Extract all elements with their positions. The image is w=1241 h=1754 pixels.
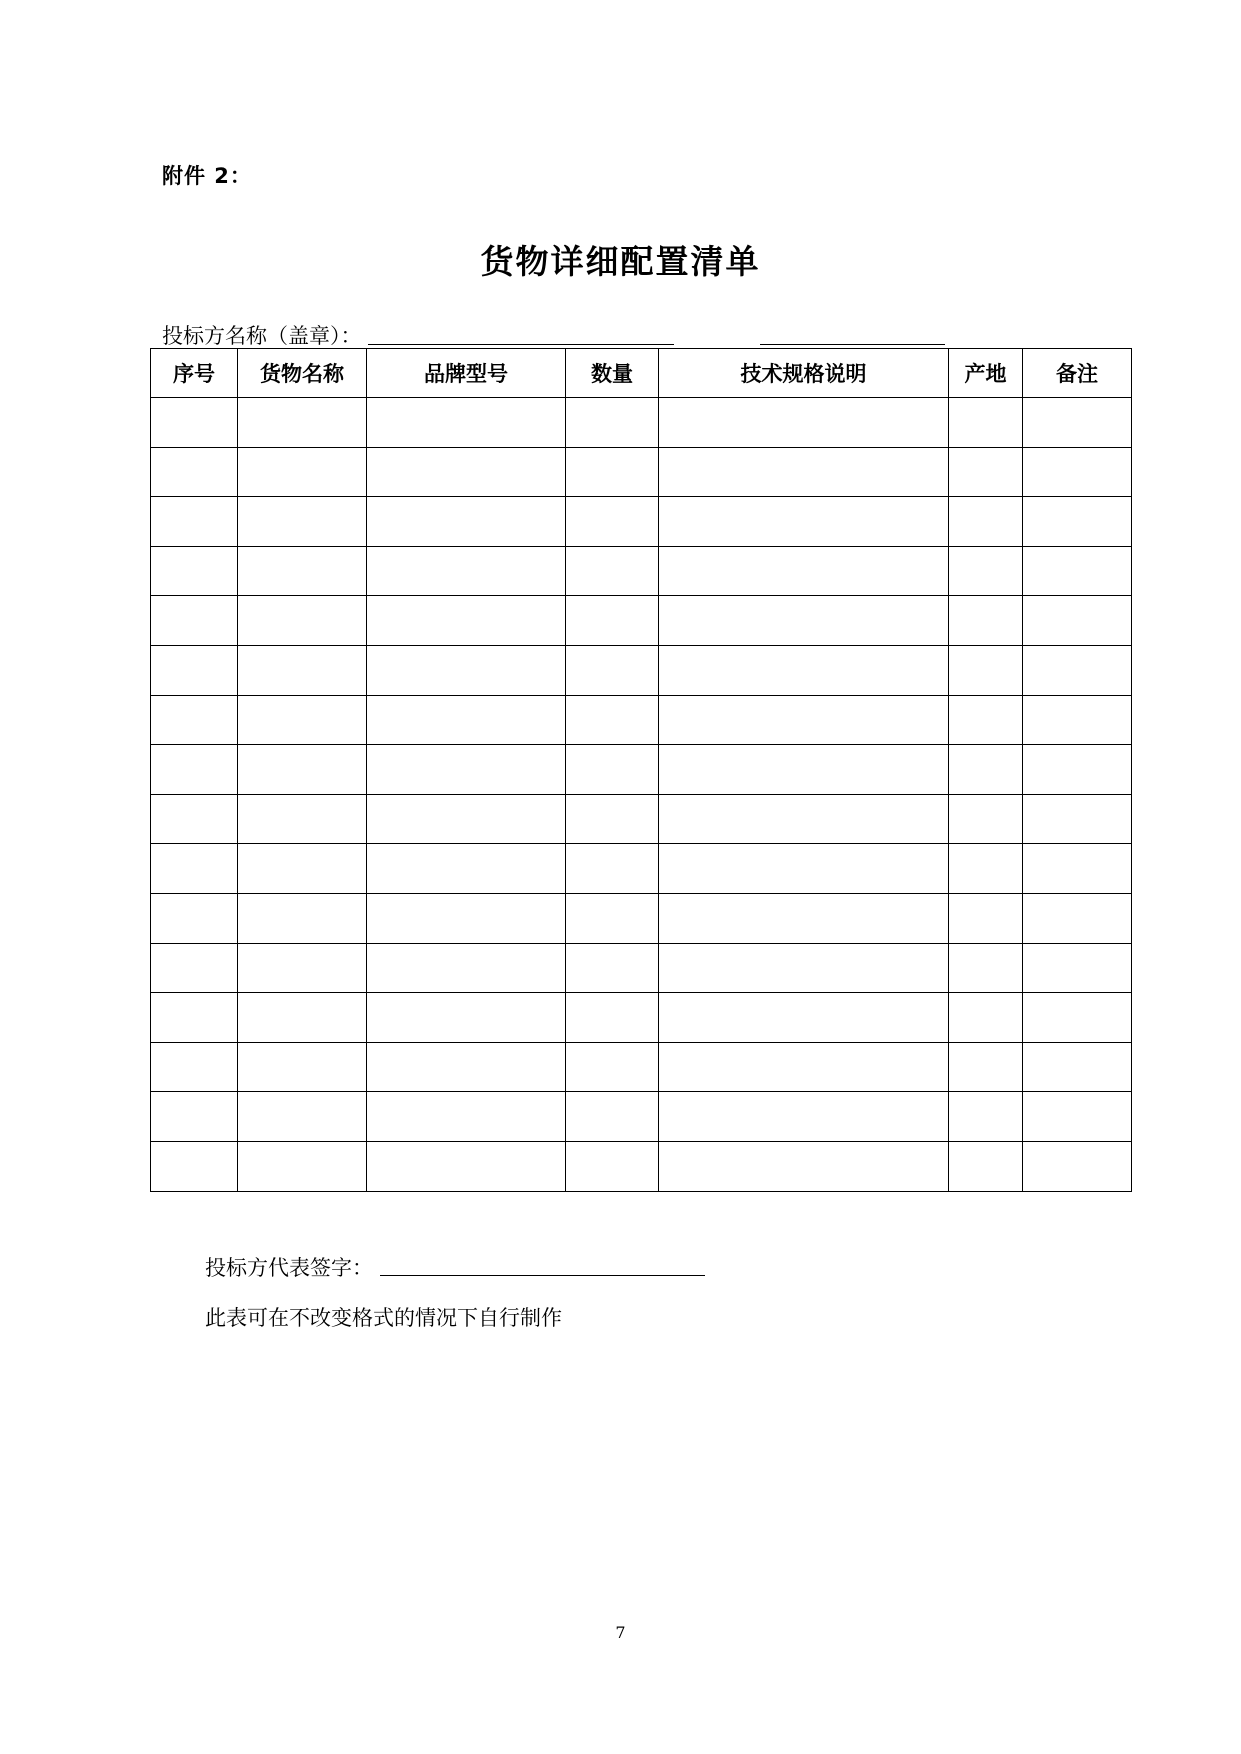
table-cell-quantity[interactable] [566, 1042, 659, 1092]
table-cell-goods-name[interactable] [238, 695, 367, 745]
table-cell-serial[interactable] [151, 1042, 238, 1092]
table-cell-remarks[interactable] [1023, 794, 1132, 844]
table-cell-tech-spec[interactable] [659, 546, 949, 596]
table-cell-serial[interactable] [151, 695, 238, 745]
table-cell-goods-name[interactable] [238, 745, 367, 795]
table-cell-quantity[interactable] [566, 1092, 659, 1142]
table-cell-quantity[interactable] [566, 546, 659, 596]
table-cell-remarks[interactable] [1023, 993, 1132, 1043]
table-cell-origin[interactable] [949, 844, 1023, 894]
table-cell-brand-model[interactable] [367, 1042, 566, 1092]
table-cell-serial[interactable] [151, 497, 238, 547]
table-cell-serial[interactable] [151, 546, 238, 596]
table-cell-remarks[interactable] [1023, 1092, 1132, 1142]
attachment-label: 附件 2： [162, 164, 252, 188]
table-cell-origin[interactable] [949, 398, 1023, 448]
table-cell-quantity[interactable] [566, 645, 659, 695]
table-cell-remarks[interactable] [1023, 596, 1132, 646]
table-cell-serial[interactable] [151, 447, 238, 497]
table-cell-origin[interactable] [949, 1141, 1023, 1191]
table-cell-brand-model[interactable] [367, 794, 566, 844]
table-cell-quantity[interactable] [566, 497, 659, 547]
table-cell-quantity[interactable] [566, 398, 659, 448]
table-cell-quantity[interactable] [566, 794, 659, 844]
table-cell-goods-name[interactable] [238, 546, 367, 596]
column-header-origin: 产地 [949, 349, 1023, 398]
table-cell-quantity[interactable] [566, 993, 659, 1043]
table-cell-origin[interactable] [949, 993, 1023, 1043]
table-cell-tech-spec[interactable] [659, 943, 949, 993]
table-row [151, 1141, 1132, 1191]
table-cell-serial[interactable] [151, 596, 238, 646]
representative-signature-label: 投标方代表签字： [205, 1256, 373, 1280]
table-cell-brand-model[interactable] [367, 497, 566, 547]
table-cell-origin[interactable] [949, 546, 1023, 596]
table-cell-brand-model[interactable] [367, 447, 566, 497]
table-cell-goods-name[interactable] [238, 893, 367, 943]
table-cell-goods-name[interactable] [238, 943, 367, 993]
table-cell-goods-name[interactable] [238, 497, 367, 547]
table-cell-tech-spec[interactable] [659, 596, 949, 646]
table-cell-tech-spec[interactable] [659, 893, 949, 943]
table-cell-serial[interactable] [151, 844, 238, 894]
table-cell-origin[interactable] [949, 745, 1023, 795]
table-cell-tech-spec[interactable] [659, 398, 949, 448]
table-cell-origin[interactable] [949, 893, 1023, 943]
table-row [151, 497, 1132, 547]
bidder-name-field[interactable] [368, 344, 674, 345]
table-cell-serial[interactable] [151, 645, 238, 695]
table-cell-brand-model[interactable] [367, 596, 566, 646]
table-cell-goods-name[interactable] [238, 398, 367, 448]
table-cell-quantity[interactable] [566, 596, 659, 646]
table-row [151, 794, 1132, 844]
table-row [151, 1042, 1132, 1092]
table-cell-origin[interactable] [949, 447, 1023, 497]
configuration-table [150, 348, 1132, 1192]
table-cell-tech-spec[interactable] [659, 993, 949, 1043]
table-cell-remarks[interactable] [1023, 546, 1132, 596]
table-cell-serial[interactable] [151, 1141, 238, 1191]
bidder-name-extra-field[interactable] [760, 344, 945, 345]
representative-signature-field[interactable] [380, 1275, 705, 1276]
table-row [151, 993, 1132, 1043]
table-cell-goods-name[interactable] [238, 1042, 367, 1092]
table-row [151, 844, 1132, 894]
table-cell-tech-spec[interactable] [659, 497, 949, 547]
table-cell-brand-model[interactable] [367, 398, 566, 448]
table-cell-brand-model[interactable] [367, 546, 566, 596]
table-cell-tech-spec[interactable] [659, 1092, 949, 1142]
table-cell-serial[interactable] [151, 745, 238, 795]
table-row [151, 596, 1132, 646]
table-cell-brand-model[interactable] [367, 943, 566, 993]
page-number: 7 [615, 1623, 626, 1642]
page-title: 货物详细配置清单 [480, 242, 761, 281]
table-cell-remarks[interactable] [1023, 695, 1132, 745]
table-row [151, 398, 1132, 448]
table-cell-serial[interactable] [151, 794, 238, 844]
table-row [151, 943, 1132, 993]
table-cell-remarks[interactable] [1023, 645, 1132, 695]
table-cell-serial[interactable] [151, 993, 238, 1043]
table-cell-remarks[interactable] [1023, 447, 1132, 497]
table-row [151, 546, 1132, 596]
table-cell-tech-spec[interactable] [659, 745, 949, 795]
table-cell-goods-name[interactable] [238, 596, 367, 646]
table-cell-tech-spec[interactable] [659, 695, 949, 745]
table-cell-remarks[interactable] [1023, 844, 1132, 894]
table-cell-quantity[interactable] [566, 1141, 659, 1191]
table-cell-tech-spec[interactable] [659, 447, 949, 497]
table-cell-goods-name[interactable] [238, 844, 367, 894]
column-header-brand-model: 品牌型号 [367, 349, 566, 398]
bidder-name-label: 投标方名称（盖章）： [162, 324, 362, 348]
table-header-row [151, 349, 1132, 398]
table-cell-brand-model[interactable] [367, 745, 566, 795]
table-cell-goods-name[interactable] [238, 993, 367, 1043]
table-cell-serial[interactable] [151, 398, 238, 448]
column-header-serial: 序号 [151, 349, 238, 398]
table-cell-origin[interactable] [949, 596, 1023, 646]
table-cell-origin[interactable] [949, 1092, 1023, 1142]
table-body [151, 398, 1132, 1192]
table-cell-brand-model[interactable] [367, 993, 566, 1043]
table-cell-brand-model[interactable] [367, 1092, 566, 1142]
table-cell-goods-name[interactable] [238, 1092, 367, 1142]
table-cell-quantity[interactable] [566, 844, 659, 894]
table-cell-brand-model[interactable] [367, 695, 566, 745]
table-cell-brand-model[interactable] [367, 893, 566, 943]
table-cell-quantity[interactable] [566, 447, 659, 497]
table-cell-remarks[interactable] [1023, 893, 1132, 943]
table-cell-tech-spec[interactable] [659, 1042, 949, 1092]
column-header-quantity: 数量 [566, 349, 659, 398]
format-note: 此表可在不改变格式的情况下自行制作 [205, 1306, 562, 1330]
table-row [151, 695, 1132, 745]
table-cell-quantity[interactable] [566, 943, 659, 993]
table-row [151, 1092, 1132, 1142]
table-cell-origin[interactable] [949, 695, 1023, 745]
table-cell-quantity[interactable] [566, 695, 659, 745]
table-cell-origin[interactable] [949, 943, 1023, 993]
table-cell-origin[interactable] [949, 645, 1023, 695]
table-cell-quantity[interactable] [566, 745, 659, 795]
table-cell-goods-name[interactable] [238, 447, 367, 497]
table-cell-serial[interactable] [151, 943, 238, 993]
table-cell-origin[interactable] [949, 497, 1023, 547]
table-row [151, 447, 1132, 497]
table-cell-remarks[interactable] [1023, 1042, 1132, 1092]
table-cell-remarks[interactable] [1023, 1141, 1132, 1191]
table-cell-remarks[interactable] [1023, 745, 1132, 795]
table-cell-tech-spec[interactable] [659, 794, 949, 844]
column-header-tech-spec: 技术规格说明 [659, 349, 949, 398]
table-row [151, 645, 1132, 695]
table-cell-brand-model[interactable] [367, 645, 566, 695]
table-cell-origin[interactable] [949, 794, 1023, 844]
table-cell-remarks[interactable] [1023, 398, 1132, 448]
table-cell-quantity[interactable] [566, 893, 659, 943]
table-cell-serial[interactable] [151, 1092, 238, 1142]
table-row [151, 745, 1132, 795]
table-cell-serial[interactable] [151, 893, 238, 943]
table-cell-brand-model[interactable] [367, 844, 566, 894]
table-cell-remarks[interactable] [1023, 497, 1132, 547]
table-cell-tech-spec[interactable] [659, 1141, 949, 1191]
table-cell-remarks[interactable] [1023, 943, 1132, 993]
table-cell-goods-name[interactable] [238, 1141, 367, 1191]
table-cell-brand-model[interactable] [367, 1141, 566, 1191]
column-header-remarks: 备注 [1023, 349, 1132, 398]
table-cell-goods-name[interactable] [238, 645, 367, 695]
column-header-goods-name: 货物名称 [238, 349, 367, 398]
table-cell-tech-spec[interactable] [659, 844, 949, 894]
table-cell-tech-spec[interactable] [659, 645, 949, 695]
table-row [151, 893, 1132, 943]
table-cell-goods-name[interactable] [238, 794, 367, 844]
table-cell-origin[interactable] [949, 1042, 1023, 1092]
